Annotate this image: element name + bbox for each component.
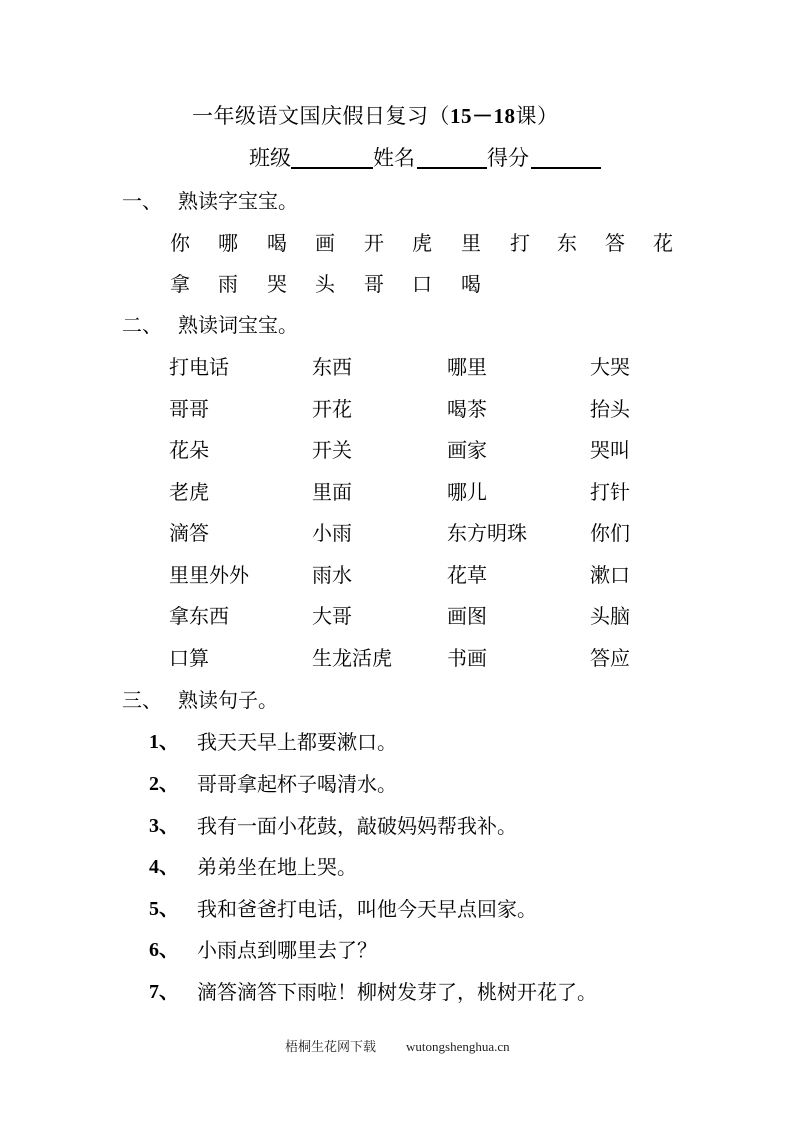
class-blank[interactable] — [291, 143, 373, 169]
sentence-item — [149, 936, 709, 964]
section-index: 一、 — [122, 189, 162, 213]
word-item: 抬头 — [590, 397, 630, 421]
word-item: 里里外外 — [169, 563, 249, 587]
char-item: 口 — [412, 272, 432, 296]
sentence-item — [149, 812, 709, 840]
word-item: 花草 — [447, 563, 487, 587]
char-item: 你 — [170, 231, 190, 255]
word-item: 开关 — [312, 438, 352, 462]
sentence-text: 我和爸爸打电话，叫他今天早点回家。 — [197, 897, 537, 921]
title-suffix: 课） — [515, 104, 559, 128]
word-row — [0, 602, 793, 630]
section-1-heading — [122, 187, 298, 215]
class-label: 班级 — [249, 146, 291, 170]
word-item: 哪里 — [447, 355, 487, 379]
word-item: 哥哥 — [169, 397, 209, 421]
char-item: 头 — [315, 272, 335, 296]
sentence-text: 我有一面小花鼓，敲破妈妈帮我补。 — [197, 814, 517, 838]
word-row — [0, 561, 793, 589]
name-blank[interactable] — [417, 143, 487, 169]
char-item: 花 — [653, 231, 673, 255]
word-item: 口算 — [169, 646, 209, 670]
word-item: 花朵 — [169, 438, 209, 462]
word-row — [0, 644, 793, 672]
student-info-row — [249, 143, 601, 173]
word-item: 拿东西 — [169, 604, 229, 628]
title-prefix: 一年级语文国庆假日复习（ — [192, 104, 450, 128]
word-item: 小雨 — [312, 521, 352, 545]
char-item: 喝 — [461, 272, 481, 296]
word-item: 哭叫 — [590, 438, 630, 462]
word-row — [0, 436, 793, 464]
section-2-heading — [122, 311, 298, 339]
char-item: 哪 — [218, 231, 238, 255]
char-item: 哥 — [364, 272, 384, 296]
char-item: 东 — [557, 231, 577, 255]
word-item: 大哥 — [312, 604, 352, 628]
word-item: 画图 — [447, 604, 487, 628]
word-item: 开花 — [312, 397, 352, 421]
sentence-number: 3、 — [149, 815, 179, 837]
char-item: 雨 — [218, 272, 238, 296]
footer-url: wutongshenghua.cn — [406, 1039, 510, 1054]
word-item: 东方明珠 — [447, 521, 527, 545]
section-index: 三、 — [122, 688, 162, 712]
char-item: 喝 — [267, 231, 287, 255]
word-item: 头脑 — [590, 604, 630, 628]
word-item: 里面 — [312, 480, 352, 504]
char-item: 拿 — [170, 272, 190, 296]
word-item: 你们 — [590, 521, 630, 545]
score-blank[interactable] — [531, 143, 601, 169]
word-row — [0, 478, 793, 506]
char-row-2 — [0, 270, 793, 298]
char-item: 开 — [364, 231, 384, 255]
sentence-item — [149, 978, 709, 1006]
word-item: 滴答 — [169, 521, 209, 545]
sentence-number: 4、 — [149, 856, 179, 878]
word-row — [0, 353, 793, 381]
name-label: 姓名 — [373, 146, 415, 170]
sentence-text: 弟弟坐在地上哭。 — [197, 855, 357, 879]
sentence-item — [149, 895, 709, 923]
word-item: 生龙活虎 — [312, 646, 392, 670]
word-item: 打电话 — [169, 355, 229, 379]
title-lesson-range: 15－18 — [450, 104, 516, 128]
footer-site-name: 梧桐生花网下载 — [285, 1039, 377, 1054]
word-item: 老虎 — [169, 480, 209, 504]
sentence-number: 7、 — [149, 981, 179, 1003]
char-row-1 — [0, 229, 793, 257]
page-footer — [285, 1038, 510, 1056]
section-title: 熟读字宝宝。 — [178, 189, 298, 213]
sentence-number: 5、 — [149, 898, 179, 920]
section-3-heading — [122, 686, 278, 714]
section-title: 熟读词宝宝。 — [178, 313, 298, 337]
char-item: 虎 — [412, 231, 432, 255]
word-item: 哪儿 — [447, 480, 487, 504]
section-title: 熟读句子。 — [178, 688, 278, 712]
sentence-item — [149, 770, 709, 798]
word-item: 画家 — [447, 438, 487, 462]
word-item: 喝茶 — [447, 397, 487, 421]
sentence-text: 滴答滴答下雨啦！柳树发芽了，桃树开花了。 — [197, 980, 597, 1004]
score-label: 得分 — [487, 146, 529, 170]
sentence-number: 6、 — [149, 939, 179, 961]
word-item: 书画 — [447, 646, 487, 670]
sentence-item — [149, 728, 709, 756]
word-item: 打针 — [590, 480, 630, 504]
char-item: 哭 — [267, 272, 287, 296]
word-item: 雨水 — [312, 563, 352, 587]
sentence-number: 2、 — [149, 773, 179, 795]
char-item: 里 — [461, 231, 481, 255]
sentence-item — [149, 853, 709, 881]
char-item: 画 — [315, 231, 335, 255]
word-item: 东西 — [312, 355, 352, 379]
word-row — [0, 519, 793, 547]
word-item: 漱口 — [590, 563, 630, 587]
char-item: 答 — [605, 231, 625, 255]
sentence-number: 1、 — [149, 731, 179, 753]
word-item: 答应 — [590, 646, 630, 670]
char-item: 打 — [510, 231, 530, 255]
word-item: 大哭 — [590, 355, 630, 379]
sentence-text: 小雨点到哪里去了？ — [197, 938, 377, 962]
word-row — [0, 395, 793, 423]
page-title — [192, 101, 559, 131]
sentence-text: 我天天早上都要漱口。 — [197, 730, 397, 754]
sentence-text: 哥哥拿起杯子喝清水。 — [197, 772, 397, 796]
section-index: 二、 — [122, 313, 162, 337]
